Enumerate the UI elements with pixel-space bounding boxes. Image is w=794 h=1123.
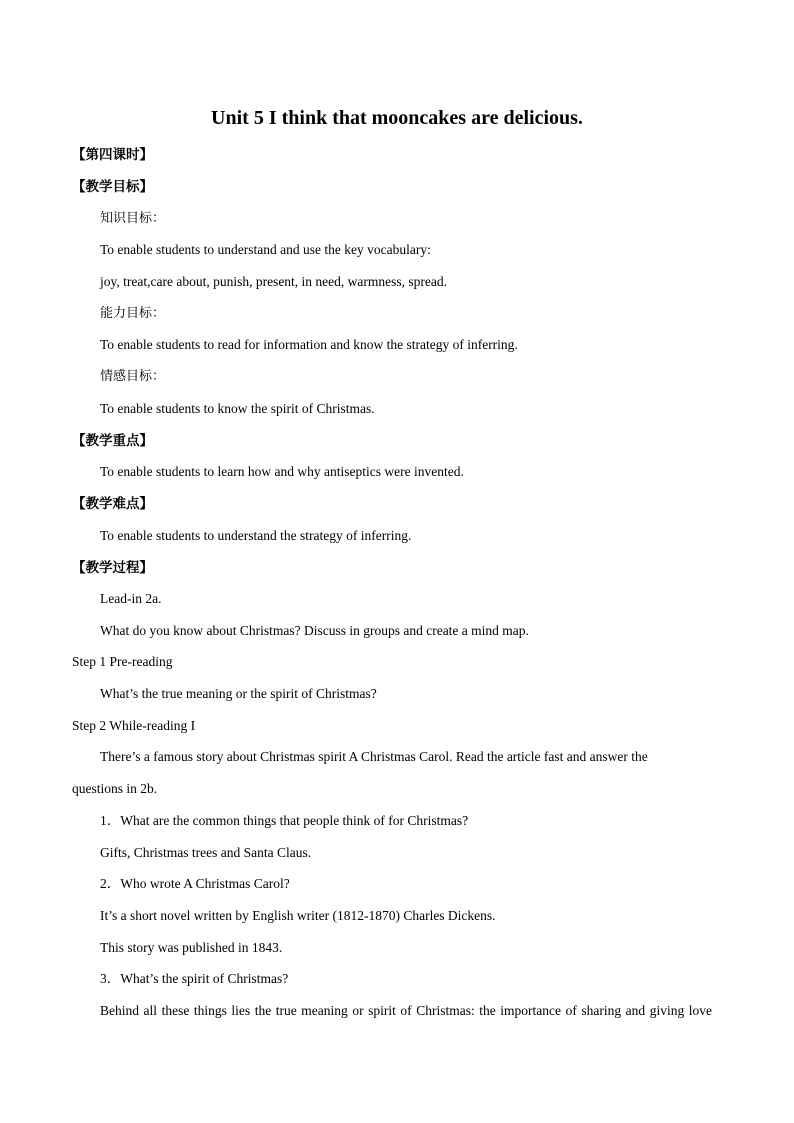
difficulties-heading: 【教学难点】 (72, 496, 153, 512)
step1-heading: Step 1 Pre-reading (72, 654, 173, 669)
vocabulary-list: joy, treat,care about, punish, present, in need, warmness, spread. (100, 274, 448, 289)
ability-objective-text: To enable students to read for information and know the strategy of inferring. (100, 337, 518, 352)
answer-2-line1: It’s a short novel written by English writer (1812-1870) Charles Dickens. (100, 908, 496, 923)
ability-objective-label: 能力目标： (100, 306, 166, 321)
difficulties-text: To enable students to understand the strategy of inferring. (100, 528, 412, 543)
emotion-objective-text: To enable students to know the spirit of Christmas. (100, 401, 375, 416)
key-points-text: To enable students to learn how and why antiseptics were invented. (100, 464, 464, 479)
key-points-heading: 【教学重点】 (72, 433, 153, 449)
step2-text-line2: questions in 2b. (72, 781, 158, 796)
answer-1: Gifts, Christmas trees and Santa Claus. (100, 845, 312, 860)
knowledge-objective-label: 知识目标： (100, 211, 166, 226)
step2-heading: Step 2 While-reading I (72, 718, 196, 733)
question-1: 1．What are the common things that people think of for Christmas? (100, 813, 469, 828)
lead-in-label: Lead-in 2a. (100, 591, 162, 606)
objectives-heading: 【教学目标】 (72, 179, 153, 195)
step1-question: What’s the true meaning or the spirit of Christmas? (100, 686, 377, 701)
process-heading: 【教学过程】 (72, 560, 153, 576)
question-3: 3．What’s the spirit of Christmas? (100, 971, 289, 986)
question-2: 2．Who wrote A Christmas Carol? (100, 876, 290, 891)
answer-2-line2: This story was published in 1843. (100, 940, 283, 955)
lead-in-text: What do you know about Christmas? Discuss in groups and create a mind map. (100, 623, 529, 638)
period-heading: 【第四课时】 (72, 147, 153, 163)
emotion-objective-label: 情感目标： (100, 369, 166, 384)
knowledge-objective-text: To enable students to understand and use the key vocabulary: (100, 242, 431, 257)
page-title: Unit 5 I think that mooncakes are delicious. (211, 107, 583, 129)
answer-3: Behind all these things lies the true meaning or spirit of Christmas: the importance of sharing and giving love (100, 1003, 712, 1018)
step2-text-line1: There’s a famous story about Christmas spirit A Christmas Carol. Read the article fast and answer the (100, 749, 648, 764)
